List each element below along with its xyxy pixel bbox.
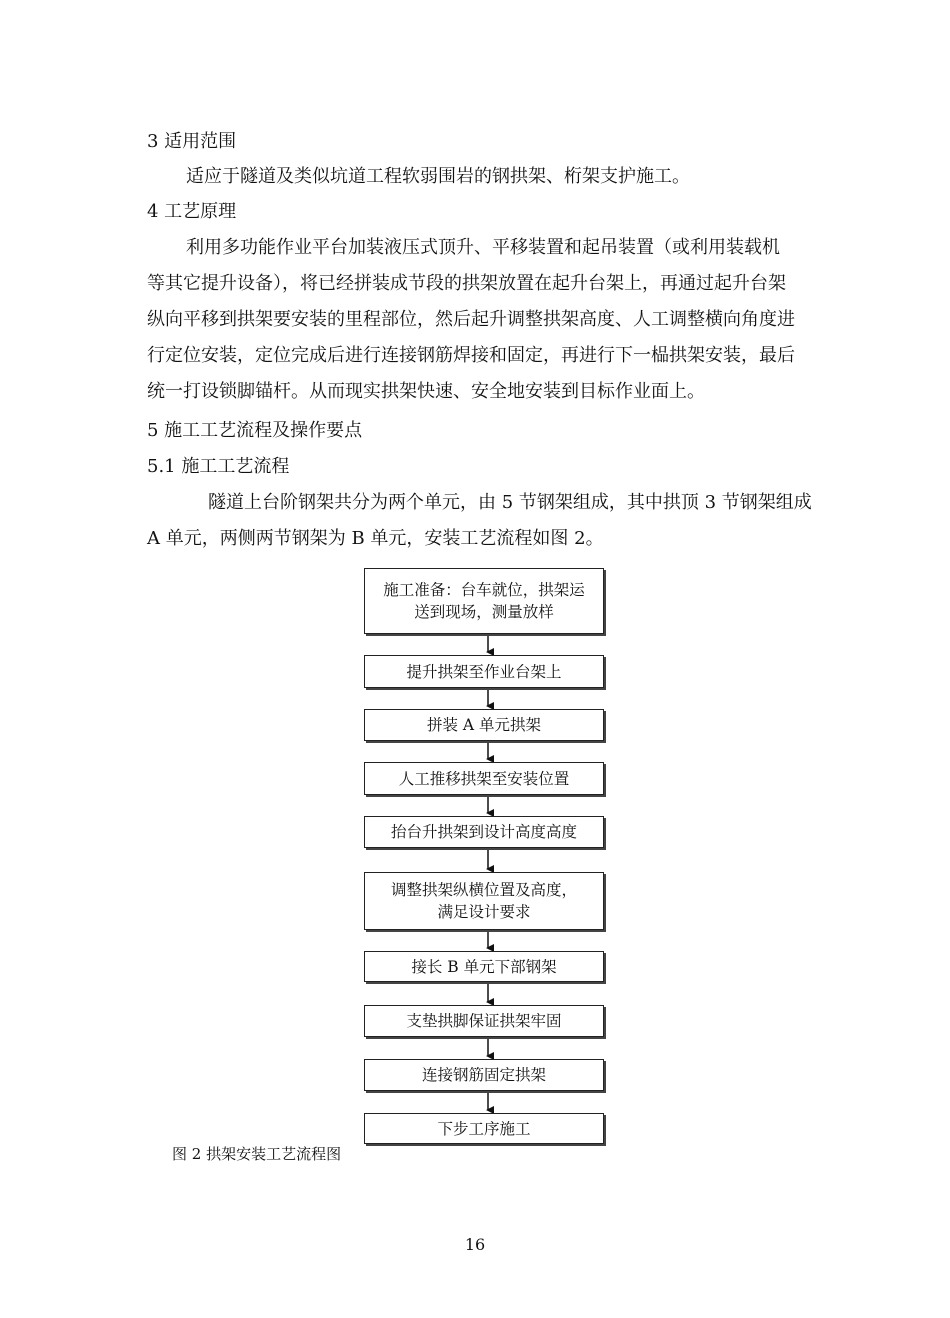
section-4-line: 利用多功能作业平台加装液压式顶升、平移装置和起吊装置（或利用装载机: [186, 237, 780, 258]
section-4-line: 等其它提升设备），将已经拼装成节段的拱架放置在起升台架上，再通过起升台架: [147, 273, 786, 294]
flow-step-lift: 提升拱架至作业台架上: [364, 655, 604, 688]
section-5-1-line: A 单元，两侧两节钢架为 B 单元，安装工艺流程如图 2。: [147, 528, 604, 549]
flow-step-assemble-a: 拼装 A 单元拱架: [364, 709, 604, 741]
flow-step-raise: 抬台升拱架到设计高度高度: [364, 816, 604, 848]
section-3-heading: 3 适用范围: [147, 131, 237, 152]
flow-step-support: 支垫拱脚保证拱架牢固: [364, 1005, 604, 1037]
section-5-1-heading: 5.1 施工工艺流程: [147, 456, 290, 477]
section-4-line: 纵向平移到拱架要安装的里程部位，然后起升调整拱架高度、人工调整横向角度进: [147, 309, 795, 330]
flow-step-adjust: 调整拱架纵横位置及高度， 满足设计要求: [364, 872, 604, 930]
figure-caption: 图 2 拱架安装工艺流程图: [172, 1145, 342, 1163]
section-4-heading: 4 工艺原理: [147, 201, 237, 222]
flow-step-prepare: 施工准备：台车就位，拱架运 送到现场，测量放样: [364, 568, 604, 634]
section-5-heading: 5 施工工艺流程及操作要点: [147, 420, 363, 441]
flow-step-next: 下步工序施工: [364, 1113, 604, 1144]
section-4-line: 行定位安装，定位完成后进行连接钢筋焊接和固定，再进行下一榀拱架安装，最后: [147, 345, 795, 366]
flow-step-push: 人工推移拱架至安装位置: [364, 762, 604, 795]
flow-step-extend-b: 接长 B 单元下部钢架: [364, 951, 604, 982]
page-number: 16: [464, 1235, 486, 1254]
flow-step-connect: 连接钢筋固定拱架: [364, 1059, 604, 1091]
section-4-line: 统一打设锁脚锚杆。从而现实拱架快速、安全地安装到目标作业面上。: [147, 381, 705, 402]
section-5-1-line: 隧道上台阶钢架共分为两个单元，由 5 节钢架组成，其中拱顶 3 节钢架组成: [208, 492, 812, 513]
section-3-text: 适应于隧道及类似坑道工程软弱围岩的钢拱架、桁架支护施工。: [186, 166, 690, 187]
